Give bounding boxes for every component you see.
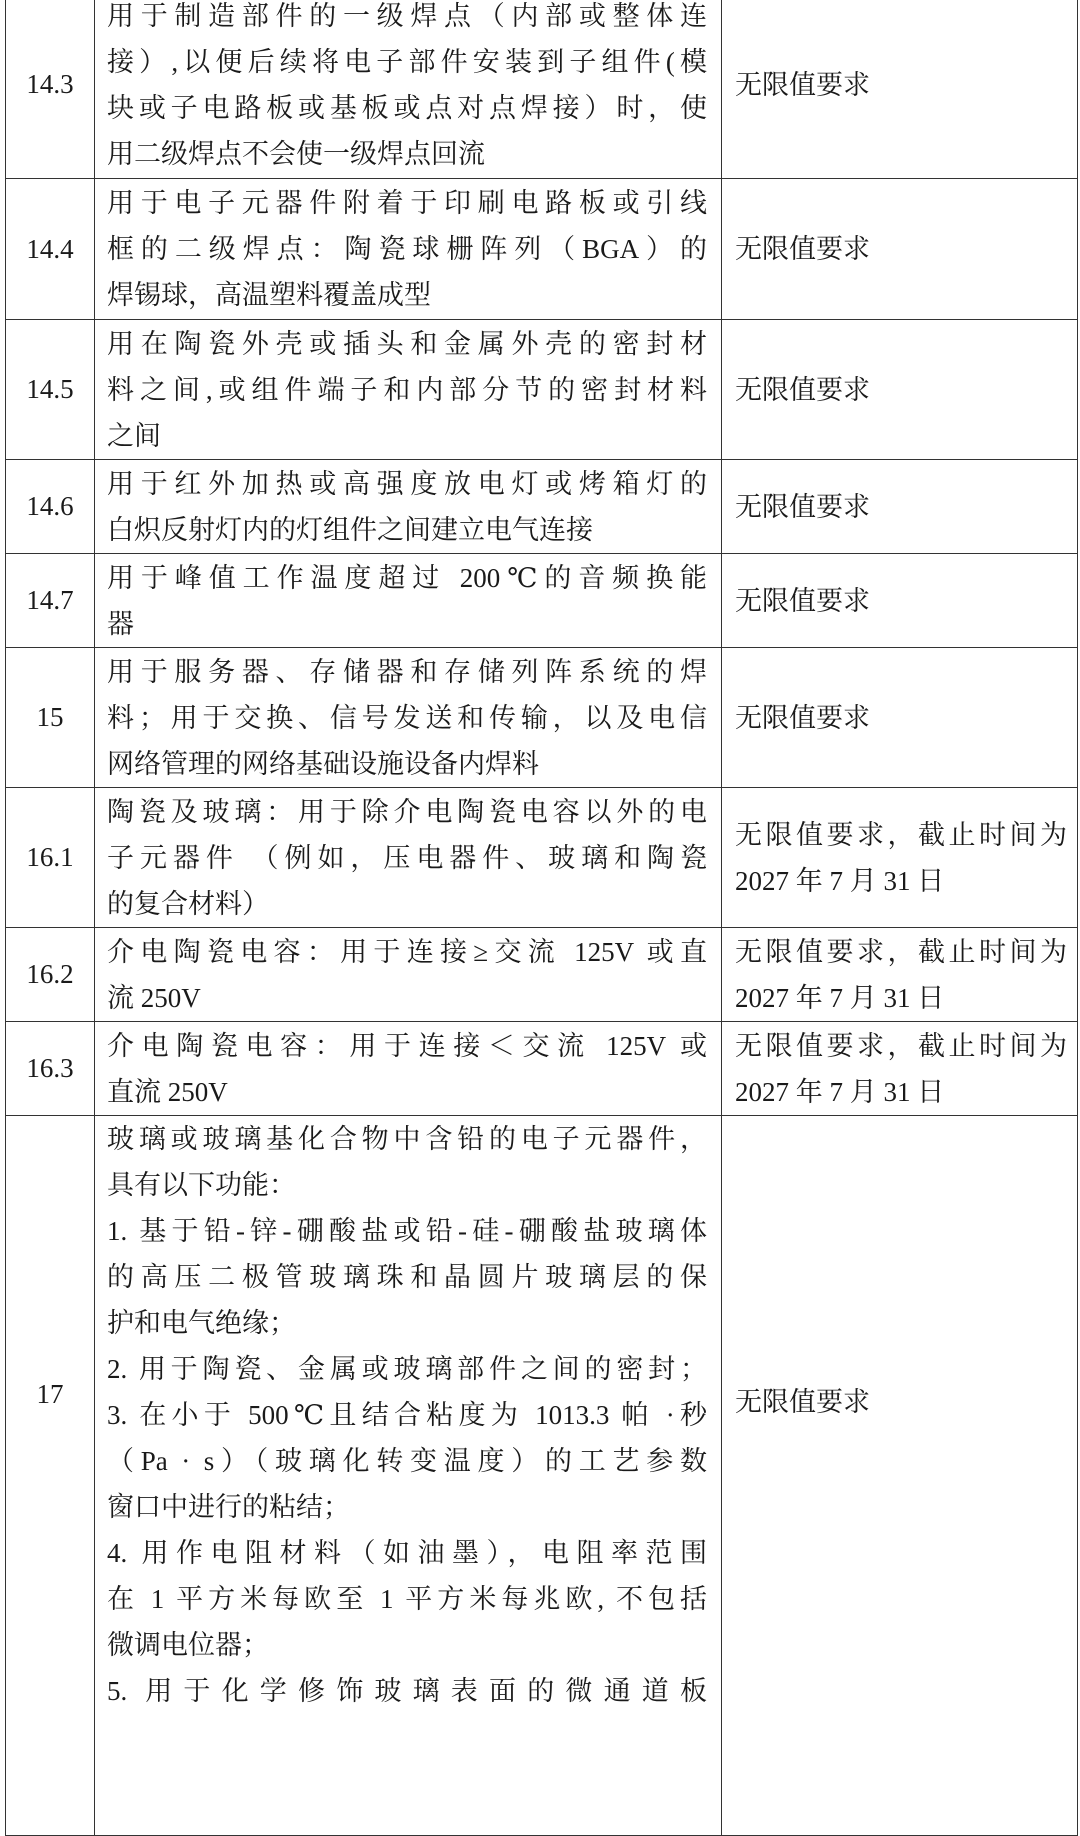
item-description	[95, 320, 722, 460]
text-line: 接）,以便后续将电子部件安装到子组件(模	[107, 46, 707, 77]
limit-requirement	[722, 1116, 1078, 1836]
text-line: 流 250V	[107, 982, 201, 1013]
text-line: 无限值要求	[735, 374, 870, 405]
limit-requirement	[722, 788, 1078, 928]
text-line: 用二级焊点不会使一级焊点回流	[107, 138, 485, 169]
text-line: 用于制造部件的一级焊点（内部或整体连	[107, 0, 707, 31]
limit-requirement	[722, 648, 1078, 788]
item-description	[95, 1116, 722, 1836]
text-line: 无限值要求	[735, 1387, 870, 1417]
text-line: 白炽反射灯内的灯组件之间建立电气连接	[107, 514, 593, 545]
item-number: 16.2	[6, 928, 95, 1022]
item-description	[95, 788, 722, 928]
text-line: 料之间,或组件端子和内部分节的密封材料	[107, 374, 707, 405]
text-line: 微调电位器；	[107, 1630, 269, 1660]
exemption-table	[5, 0, 1078, 1836]
text-line: 器	[107, 608, 134, 639]
text-line: 1. 基于铅-锌-硼酸盐或铅-硅-硼酸盐玻璃体	[107, 1216, 707, 1246]
text-line: 具有以下功能：	[107, 1170, 296, 1200]
text-line: 用于电子元器件附着于印刷电路板或引线	[107, 188, 707, 218]
text-line: 2. 用于陶瓷、金属或玻璃部件之间的密封；	[107, 1354, 707, 1384]
text-line: 焊锡球，高温塑料覆盖成型	[107, 280, 431, 310]
text-line: 用于峰值工作温度超过 200℃的音频换能	[107, 562, 707, 593]
limit-requirement	[722, 0, 1078, 179]
limit-requirement	[722, 1022, 1078, 1116]
text-line: 介电陶瓷电容：用于连接＜交流 125V 或	[107, 1030, 707, 1061]
text-line: 用于红外加热或高强度放电灯或烤箱灯的	[107, 468, 707, 499]
item-number: 16.3	[6, 1022, 95, 1116]
limit-requirement	[722, 928, 1078, 1022]
table-row	[6, 554, 1078, 648]
text-line: 用在陶瓷外壳或插头和金属外壳的密封材	[107, 328, 707, 359]
text-line: 2027 年 7 月 31 日	[735, 1076, 945, 1107]
item-description	[95, 460, 722, 554]
text-line: 无限值要求	[735, 702, 870, 733]
item-description	[95, 554, 722, 648]
text-line: 4. 用作电阻材料（如油墨），电阻率范围	[107, 1538, 707, 1568]
text-line: 窗口中进行的粘结；	[107, 1492, 350, 1522]
table-row	[6, 0, 1078, 179]
text-line: 无限值要求，截止时间为	[735, 936, 1067, 967]
limit-requirement	[722, 320, 1078, 460]
item-number: 14.7	[6, 554, 95, 648]
text-line: （Pa · s）（玻璃化转变温度）的工艺参数	[107, 1446, 707, 1476]
text-line: 5. 用于化学修饰玻璃表面的微通道板	[107, 1676, 707, 1706]
text-line: 料；用于交换、信号发送和传输，以及电信	[107, 702, 707, 733]
text-line: 的高压二极管玻璃珠和晶圆片玻璃层的保	[107, 1262, 707, 1292]
text-line: 无限值要求，截止时间为	[735, 819, 1067, 850]
text-line: 框的二级焊点：陶瓷球栅阵列（BGA）的	[107, 234, 707, 264]
text-line: 无限值要求	[735, 234, 870, 264]
text-line: 无限值要求	[735, 585, 870, 616]
item-number: 14.6	[6, 460, 95, 554]
text-line: 用于服务器、存储器和存储列阵系统的焊	[107, 656, 707, 687]
item-number: 14.5	[6, 320, 95, 460]
text-line: 无限值要求	[735, 69, 870, 100]
text-line: 直流 250V	[107, 1076, 228, 1107]
item-number: 14.3	[6, 0, 95, 179]
text-line: 子元器件 （例如，压电器件、玻璃和陶瓷	[107, 842, 707, 873]
item-number: 16.1	[6, 788, 95, 928]
item-number: 14.4	[6, 179, 95, 320]
limit-requirement	[722, 554, 1078, 648]
item-description	[95, 1022, 722, 1116]
limit-requirement	[722, 460, 1078, 554]
text-line: 网络管理的网络基础设施设备内焊料	[107, 748, 539, 779]
table-row	[6, 460, 1078, 554]
item-description	[95, 928, 722, 1022]
text-line: 2027 年 7 月 31 日	[735, 982, 945, 1013]
limit-requirement	[722, 179, 1078, 320]
item-number: 15	[6, 648, 95, 788]
text-line: 之间	[107, 420, 161, 451]
item-description	[95, 648, 722, 788]
text-line: 无限值要求，截止时间为	[735, 1030, 1067, 1061]
text-line: 无限值要求	[735, 491, 870, 522]
table-row	[6, 1022, 1078, 1116]
table-row	[6, 648, 1078, 788]
table-row	[6, 179, 1078, 320]
table-row	[6, 320, 1078, 460]
text-line: 2027 年 7 月 31 日	[735, 865, 945, 896]
table-row	[6, 928, 1078, 1022]
table-row	[6, 788, 1078, 928]
text-line: 的复合材料）	[107, 888, 269, 919]
item-description	[95, 179, 722, 320]
text-line: 介电陶瓷电容：用于连接≥交流 125V 或直	[107, 936, 707, 967]
text-line: 玻璃或玻璃基化合物中含铅的电子元器件，	[107, 1124, 707, 1154]
text-line: 块或子电路板或基板或点对点焊接）时，使	[107, 92, 707, 123]
text-line: 护和电气绝缘；	[107, 1308, 296, 1338]
text-line: 在 1 平方米每欧至 1 平方米每兆欧, 不包括	[107, 1584, 707, 1614]
item-number: 17	[6, 1116, 95, 1836]
text-line: 3. 在小于 500℃且结合粘度为 1013.3 帕 ·秒	[107, 1400, 707, 1430]
table-row	[6, 1116, 1078, 1836]
item-description	[95, 0, 722, 179]
text-line: 陶瓷及玻璃：用于除介电陶瓷电容以外的电	[107, 796, 707, 827]
